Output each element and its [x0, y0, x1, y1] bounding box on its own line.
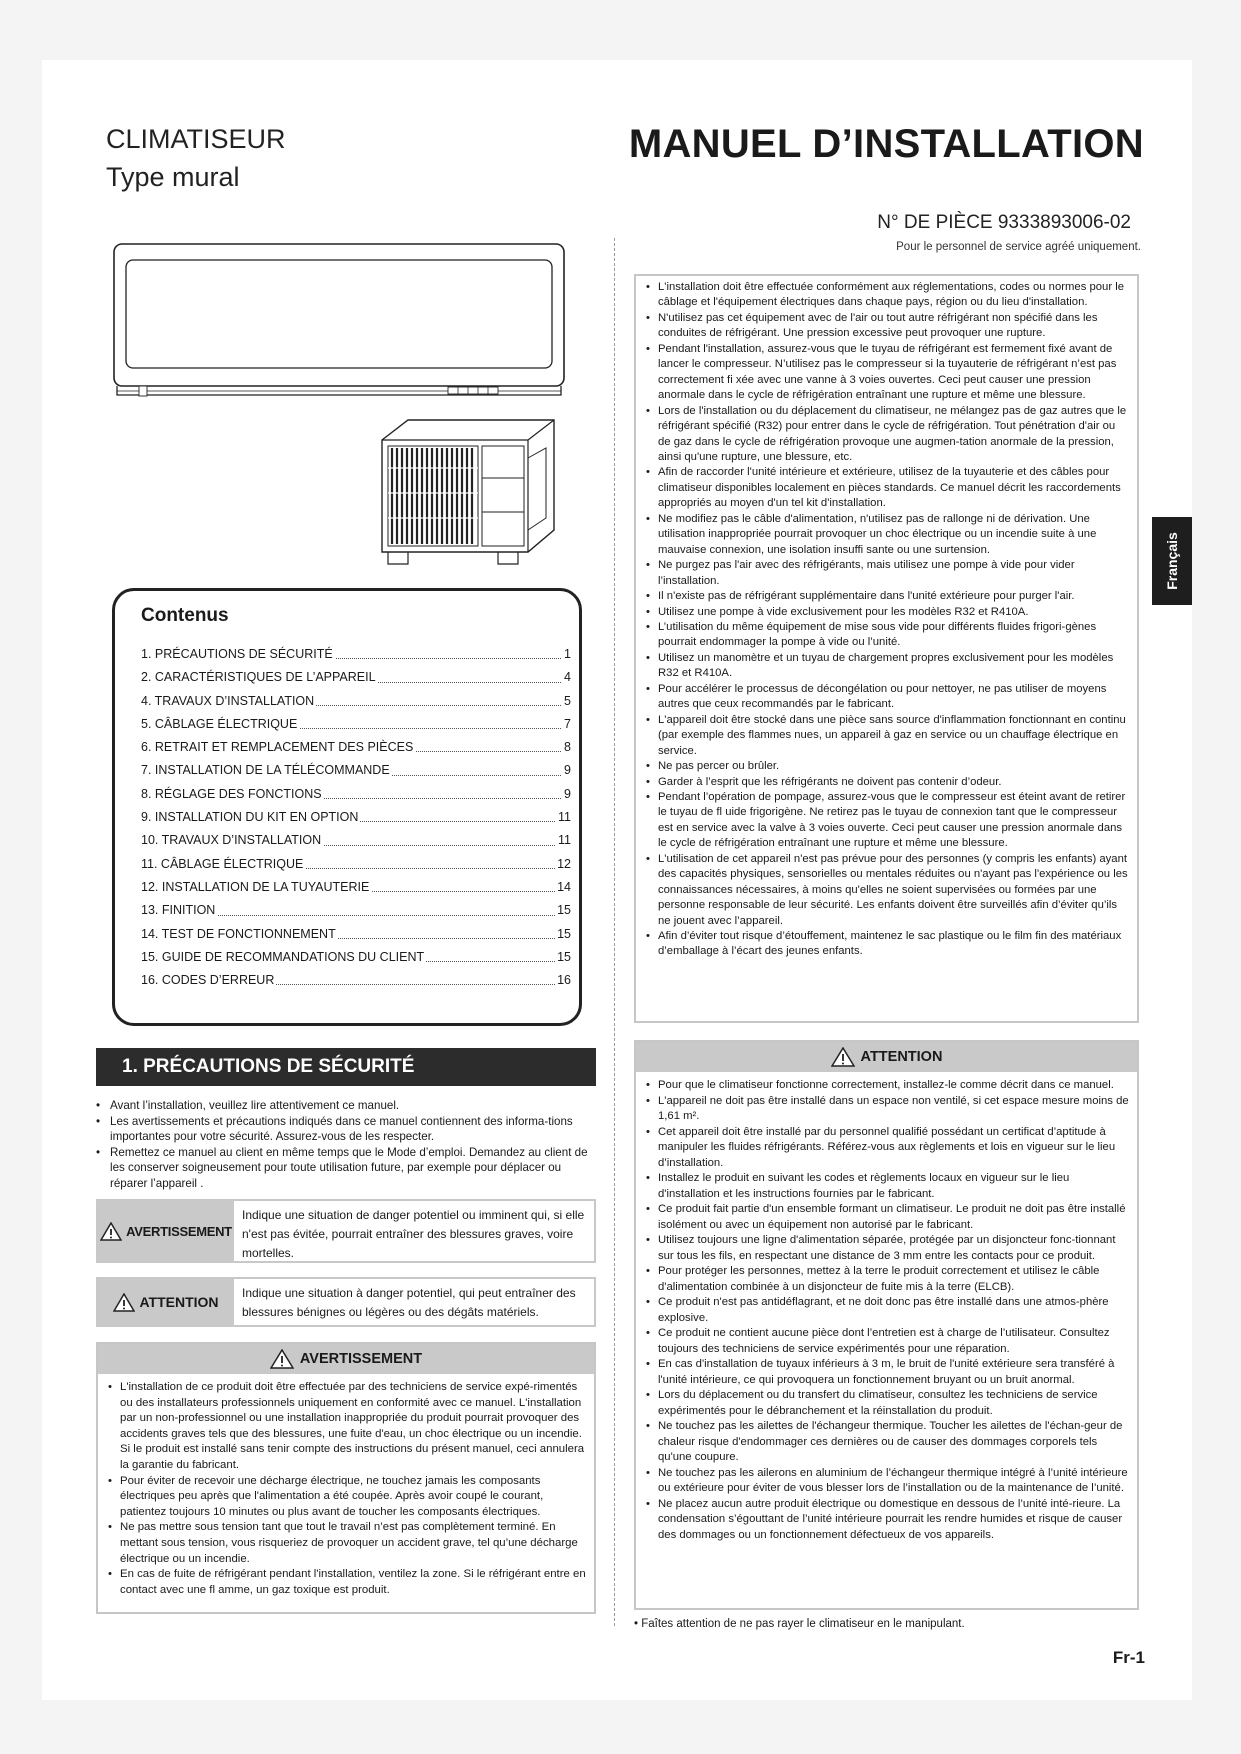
toc-list — [141, 643, 571, 992]
legend-caution — [96, 1277, 596, 1327]
indoor-unit-illustration — [113, 243, 565, 401]
list-item: • L'installation doit être effectuée conformément aux réglementations, codes ou normes pour le câblage et l'équipement électriques dans chaque pays, région ou du lieu d'installation. — [646, 280, 1129, 311]
list-item: • Afin d’éviter tout risque d’étouffement, maintenez le sac plastique ou le film fin des matériaux d’emballage à l’écart des jeunes enfants. — [646, 929, 1129, 960]
toc-item[interactable]: 2. CARACTÉRISTIQUES DE L’APPAREIL 4 — [141, 666, 571, 689]
section-heading-safety: 1. PRÉCAUTIONS DE SÉCURITÉ — [96, 1048, 596, 1086]
list-item: • Utilisez un manomètre et un tuyau de chargement propres exclusivement pour les modèles R32 et R410A. — [646, 651, 1129, 682]
warning-box — [96, 1342, 596, 1614]
warning-triangle-icon — [270, 1349, 294, 1369]
list-item: • L’utilisation du même équipement de mise sous vide pour différents fluides frigori-gènes pourrait endommager la pompe à vide ou l’unité. — [646, 620, 1129, 651]
toc-item[interactable]: 11. CÂBLAGE ÉLECTRIQUE 12 — [141, 853, 571, 876]
list-item: • N'utilisez pas cet équipement avec de l'air ou tout autre réfrigérant non spécifié dans les conduites de réfrigérant. Une pression excessive peut provoquer une rupture. — [646, 311, 1129, 342]
list-item: • Avant l’installation, veuillez lire attentivement ce manuel. — [96, 1098, 596, 1114]
toc-item[interactable]: 6. RETRAIT ET REMPLACEMENT DES PIÈCES 8 — [141, 736, 571, 759]
legend-caution-text: Indique une situation à danger potentiel, qui peut entraîner des blessures bénignes ou légères ou des dégâts matériels. — [242, 1286, 576, 1319]
warning-continued-box — [634, 274, 1139, 1023]
list-item: • Ce produit fait partie d'un ensemble formant un climatiseur. Le produit ne doit pas être installé isolément ou avec un équipement non autorisé par le fabricant. — [646, 1202, 1129, 1233]
list-item: • En cas de fuite de réfrigérant pendant l'installation, ventilez la zone. Si le réfrigérant entre en contact avec une fl amme, un gaz toxique est produit. — [108, 1567, 586, 1598]
language-tab-label: Français — [1164, 532, 1180, 590]
legend-warning-text: Indique une situation de danger potentiel ou imminent qui, si elle n'est pas évitée, pourrait entraîner des blessures graves, voire mortelles. — [242, 1208, 585, 1260]
list-item: • En cas d'installation de tuyaux inférieurs à 3 m, le bruit de l'unité extérieure sera transféré à l'unité intérieure, ce qui provoquera un fonctionnement bruyant ou un bruit anormal. — [646, 1357, 1129, 1388]
toc-item[interactable]: 7. INSTALLATION DE LA TÉLÉCOMMANDE 9 — [141, 759, 571, 782]
list-item: • Afin de raccorder l'unité intérieure et extérieure, utilisez de la tuyauterie et des câbles pour climatiseur disponibles localement en pièces standards. Ce manuel décrit les raccordements appropriés au moyen d'un tel kit d'installation. — [646, 465, 1129, 511]
list-item: • Pour protéger les personnes, mettez à la terre le produit correctement et utilisez le câble d'alimentation combinée à un disjoncteur de fuite mis à la terre (ELCB). — [646, 1264, 1129, 1295]
list-item: • Cet appareil doit être installé par du personnel qualifié possédant un certificat d’aptitude à manipuler les fluides réfrigérants. Référez-vous aux règlements et lois en vigueur sur le lieu d’installation. — [646, 1125, 1129, 1172]
toc-item[interactable]: 13. FINITION 15 — [141, 899, 571, 922]
list-item: • L'appareil doit être stocké dans une pièce sans source d'inflammation fonctionnant en continu (par exemple des flammes nues, un appareil à gaz en service ou un chauffage électrique en service. — [646, 713, 1129, 759]
caution-list — [636, 1072, 1137, 1547]
list-item: • Ce produit n'est pas antidéflagrant, et ne doit donc pas être installé dans une atmos-phère explosive. — [646, 1295, 1129, 1326]
warning-box-header — [98, 1344, 594, 1374]
toc-item[interactable]: 12. INSTALLATION DE LA TUYAUTERIE 14 — [141, 876, 571, 899]
caution-box — [634, 1040, 1139, 1610]
list-item: • Ne purgez pas l'air avec des réfrigérants, mais utilisez une pompe à vide pour vider l’installation. — [646, 558, 1129, 589]
toc-item[interactable]: 4. TRAVAUX D’INSTALLATION 5 — [141, 690, 571, 713]
list-item: • Ne pas percer ou brûler. — [646, 759, 1129, 774]
list-item: • Ne placez aucun autre produit électrique ou domestique en dessous de l’unité inté-rieure. La condensation s’égouttant de l’unité intérieure pourrait les rendre humides et risque de causer des dommages ou un fonctionnement défectueux de vos appareils. — [646, 1497, 1129, 1544]
toc-item[interactable]: 16. CODES D’ERREUR 16 — [141, 969, 571, 992]
list-item: • Installez le produit en suivant les codes et règlements locaux en vigueur sur le lieu d'installation et les instructions fournies par le fabricant. — [646, 1171, 1129, 1202]
page-number: Fr-1 — [1112, 1648, 1145, 1667]
toc-item[interactable]: 9. INSTALLATION DU KIT EN OPTION 11 — [141, 806, 571, 829]
list-item: • Les avertissements et précautions indiqués dans ce manuel contiennent des informa-tions importantes pour votre sécurité. Assurez-vous de les respecter. — [96, 1114, 596, 1145]
list-item: • Garder à l’esprit que les réfrigérants ne doivent pas contenir d’odeur. — [646, 775, 1129, 790]
list-item: • Lors de l'installation ou du déplacement du climatiseur, ne mélangez pas de gaz autres que le réfrigérant spécifié (R32) pour entrer dans le cycle de réfrigération. Tout pénétration d'air ou de gaz dans le cycle de réfrigération provoque une augmen-tation anormale de la pression, ainsi qu'une rupture, une blessure, etc. — [646, 404, 1129, 466]
toc-item[interactable]: 15. GUIDE DE RECOMMANDATIONS DU CLIENT 15 — [141, 946, 571, 969]
warning-triangle-icon — [113, 1293, 135, 1312]
contents-title: Contenus — [141, 605, 229, 626]
toc-item[interactable]: 10. TRAVAUX D’INSTALLATION 11 — [141, 829, 571, 852]
warning-triangle-icon — [100, 1222, 122, 1241]
list-item: • Pendant l’opération de pompage, assurez-vous que le compresseur est éteint avant de retirer le tuyau de fl uide frigorigène. Ne retirez pas le tuyau de connexion tant que le compresseur est en service avec la valve à 3 voies ouverte. Ceci peut causer une pression anormale dans le cycle de réfrigération entraînant une rupture et même une blessure. — [646, 790, 1129, 852]
table-of-contents — [112, 588, 582, 1026]
list-item: • Utilisez toujours une ligne d'alimentation séparée, protégée par un disjoncteur fonc-tionnant sur tous les fils, en respectant une distance de 3 mm entre les contacts pour ce produit. — [646, 1233, 1129, 1264]
manual-title: MANUEL D’INSTALLATION — [628, 122, 1144, 166]
product-type: Type mural — [106, 162, 240, 192]
list-item: • Pendant l'installation, assurez-vous que le tuyau de réfrigérant est fermement fixé avant de lancer le compresseur. N’utilisez pas le compresseur si la tuyauterie de réfrigérant n’est pas correctement fi xée avec une vanne à 3 voies ouvertes. Ceci peut causer une pression anormale dans le cycle de réfrigération entraînant une rupture et même une blessure. — [646, 342, 1129, 404]
part-number: N° DE PIÈCE 9333893006-02 — [877, 212, 1131, 233]
audience-note: Pour le personnel de service agréé uniquement. — [896, 241, 1141, 253]
list-item: • L'appareil ne doit pas être installé dans un espace non ventilé, si cet espace mesure moins de 1,61 m². — [646, 1094, 1129, 1125]
warning-triangle-icon — [831, 1047, 855, 1067]
legend-warning-label: AVERTISSEMENT — [98, 1201, 234, 1261]
product-name: CLIMATISEUR — [106, 124, 286, 154]
list-item: • Ne touchez pas les ailettes de l'échangeur thermique. Toucher les ailettes de l'échan-geur de chaleur risque d'endommager ces dernières ou de causer des dommages corporels tels qu'une coupure. — [646, 1419, 1129, 1466]
legend-warning — [96, 1199, 596, 1263]
list-item: • Lors du déplacement ou du transfert du climatiseur, consultez les techniciens de service expérimentés pour le débranchement et la réinstallation du produit. — [646, 1388, 1129, 1419]
warning-list — [98, 1374, 594, 1602]
handling-note: • Faîtes attention de ne pas rayer le climatiseur en le manipulant. — [634, 1618, 965, 1630]
list-item: • Pour accélérer le processus de décongélation ou pour nettoyer, ne pas utiliser de moyens autres que ceux recommandés par le fabricant. — [646, 682, 1129, 713]
list-item: • Pour que le climatiseur fonctionne correctement, installez-le comme décrit dans ce manuel. — [646, 1078, 1129, 1094]
list-item: • Utilisez une pompe à vide exclusivement pour les modèles R32 et R410A. — [646, 605, 1129, 620]
list-item: • Ne touchez pas les ailerons en aluminium de l’échangeur thermique intégré à l’unité intérieure ou extérieure pour éviter de vous blesser lors de l’installation ou de la maintenance de l’unité. — [646, 1466, 1129, 1497]
legend-caution-label: ATTENTION — [98, 1279, 234, 1325]
list-item: • Ne pas mettre sous tension tant que tout le travail n’est pas complètement terminé. En mettant sous tension, vous risqueriez de provoquer un accident grave, tel qu’une décharge électrique ou un incendie. — [108, 1520, 586, 1567]
warning-continued-list — [636, 276, 1137, 964]
caution-box-header — [636, 1042, 1137, 1072]
list-item: • Ce produit ne contient aucune pièce dont l’entretien est à charge de l’utilisateur. Consultez toujours des techniciens de service expérimentés pour une réparation. — [646, 1326, 1129, 1357]
warning-box-title: AVERTISSEMENT — [299, 1351, 423, 1367]
caution-box-title: ATTENTION — [860, 1049, 943, 1065]
list-item: • Ne modifiez pas le câble d'alimentation, n'utilisez pas de rallonge ni de dérivation. Une utilisation inappropriée pourrait provoquer un choc électrique ou un incendie suite à une mauvaise connexion, une isolation insuffi sante ou une surtension. — [646, 512, 1129, 558]
toc-item[interactable]: 1. PRÉCAUTIONS DE SÉCURITÉ 1 — [141, 643, 571, 666]
column-divider — [614, 238, 615, 1626]
language-tab[interactable] — [1152, 517, 1192, 605]
toc-item[interactable]: 14. TEST DE FONCTIONNEMENT 15 — [141, 923, 571, 946]
list-item: • L'utilisation de cet appareil n'est pas prévue pour des personnes (y compris les enfants) ayant des capacités physiques, sensorielles ou mentales réduites ou n'ayant pas l'expérience ou les connaissances nécessaires, à moins qu'elles ne soient supervisées ou formées par une personne responsable de leur sécurité. Les enfants doivent être surveillés afin d’éviter qu’ils ne jouent avec l’appareil. — [646, 852, 1129, 929]
list-item: • Pour éviter de recevoir une décharge électrique, ne touchez jamais les composants électriques peu après que l'alimentation a été coupée. Après avoir coupé le courant, patientez toujours 10 minutes ou plus avant de toucher les composants électriques. — [108, 1474, 586, 1521]
list-item: • Remettez ce manuel au client en même temps que le Mode d’emploi. Demandez au client de les conserver soigneusement pour toute utilisation future, par exemple pour déplacer ou réparer l’appareil . — [96, 1145, 596, 1192]
safety-intro-list — [96, 1098, 596, 1191]
list-item: • Il n'existe pas de réfrigérant supplémentaire dans l'unité extérieure pour purger l'air. — [646, 589, 1129, 604]
list-item: • L'installation de ce produit doit être effectuée par des techniciens de service expé-rimentés ou des installateurs professionnels uniquement en conformité avec ce manuel. L'installation par un non-professionnel ou une installation inappropriée du produit pourrait provoquer des accidents graves tels que des blessures, une fuite d'eau, un choc électrique ou un incendie. Si le produit est installé sans tenir compte des instructions du présent manuel, ceci annulera la garantie du fabricant. — [108, 1380, 586, 1474]
toc-item[interactable]: 8. RÉGLAGE DES FONCTIONS 9 — [141, 783, 571, 806]
outdoor-unit-illustration — [378, 418, 558, 570]
toc-item[interactable]: 5. CÂBLAGE ÉLECTRIQUE 7 — [141, 713, 571, 736]
